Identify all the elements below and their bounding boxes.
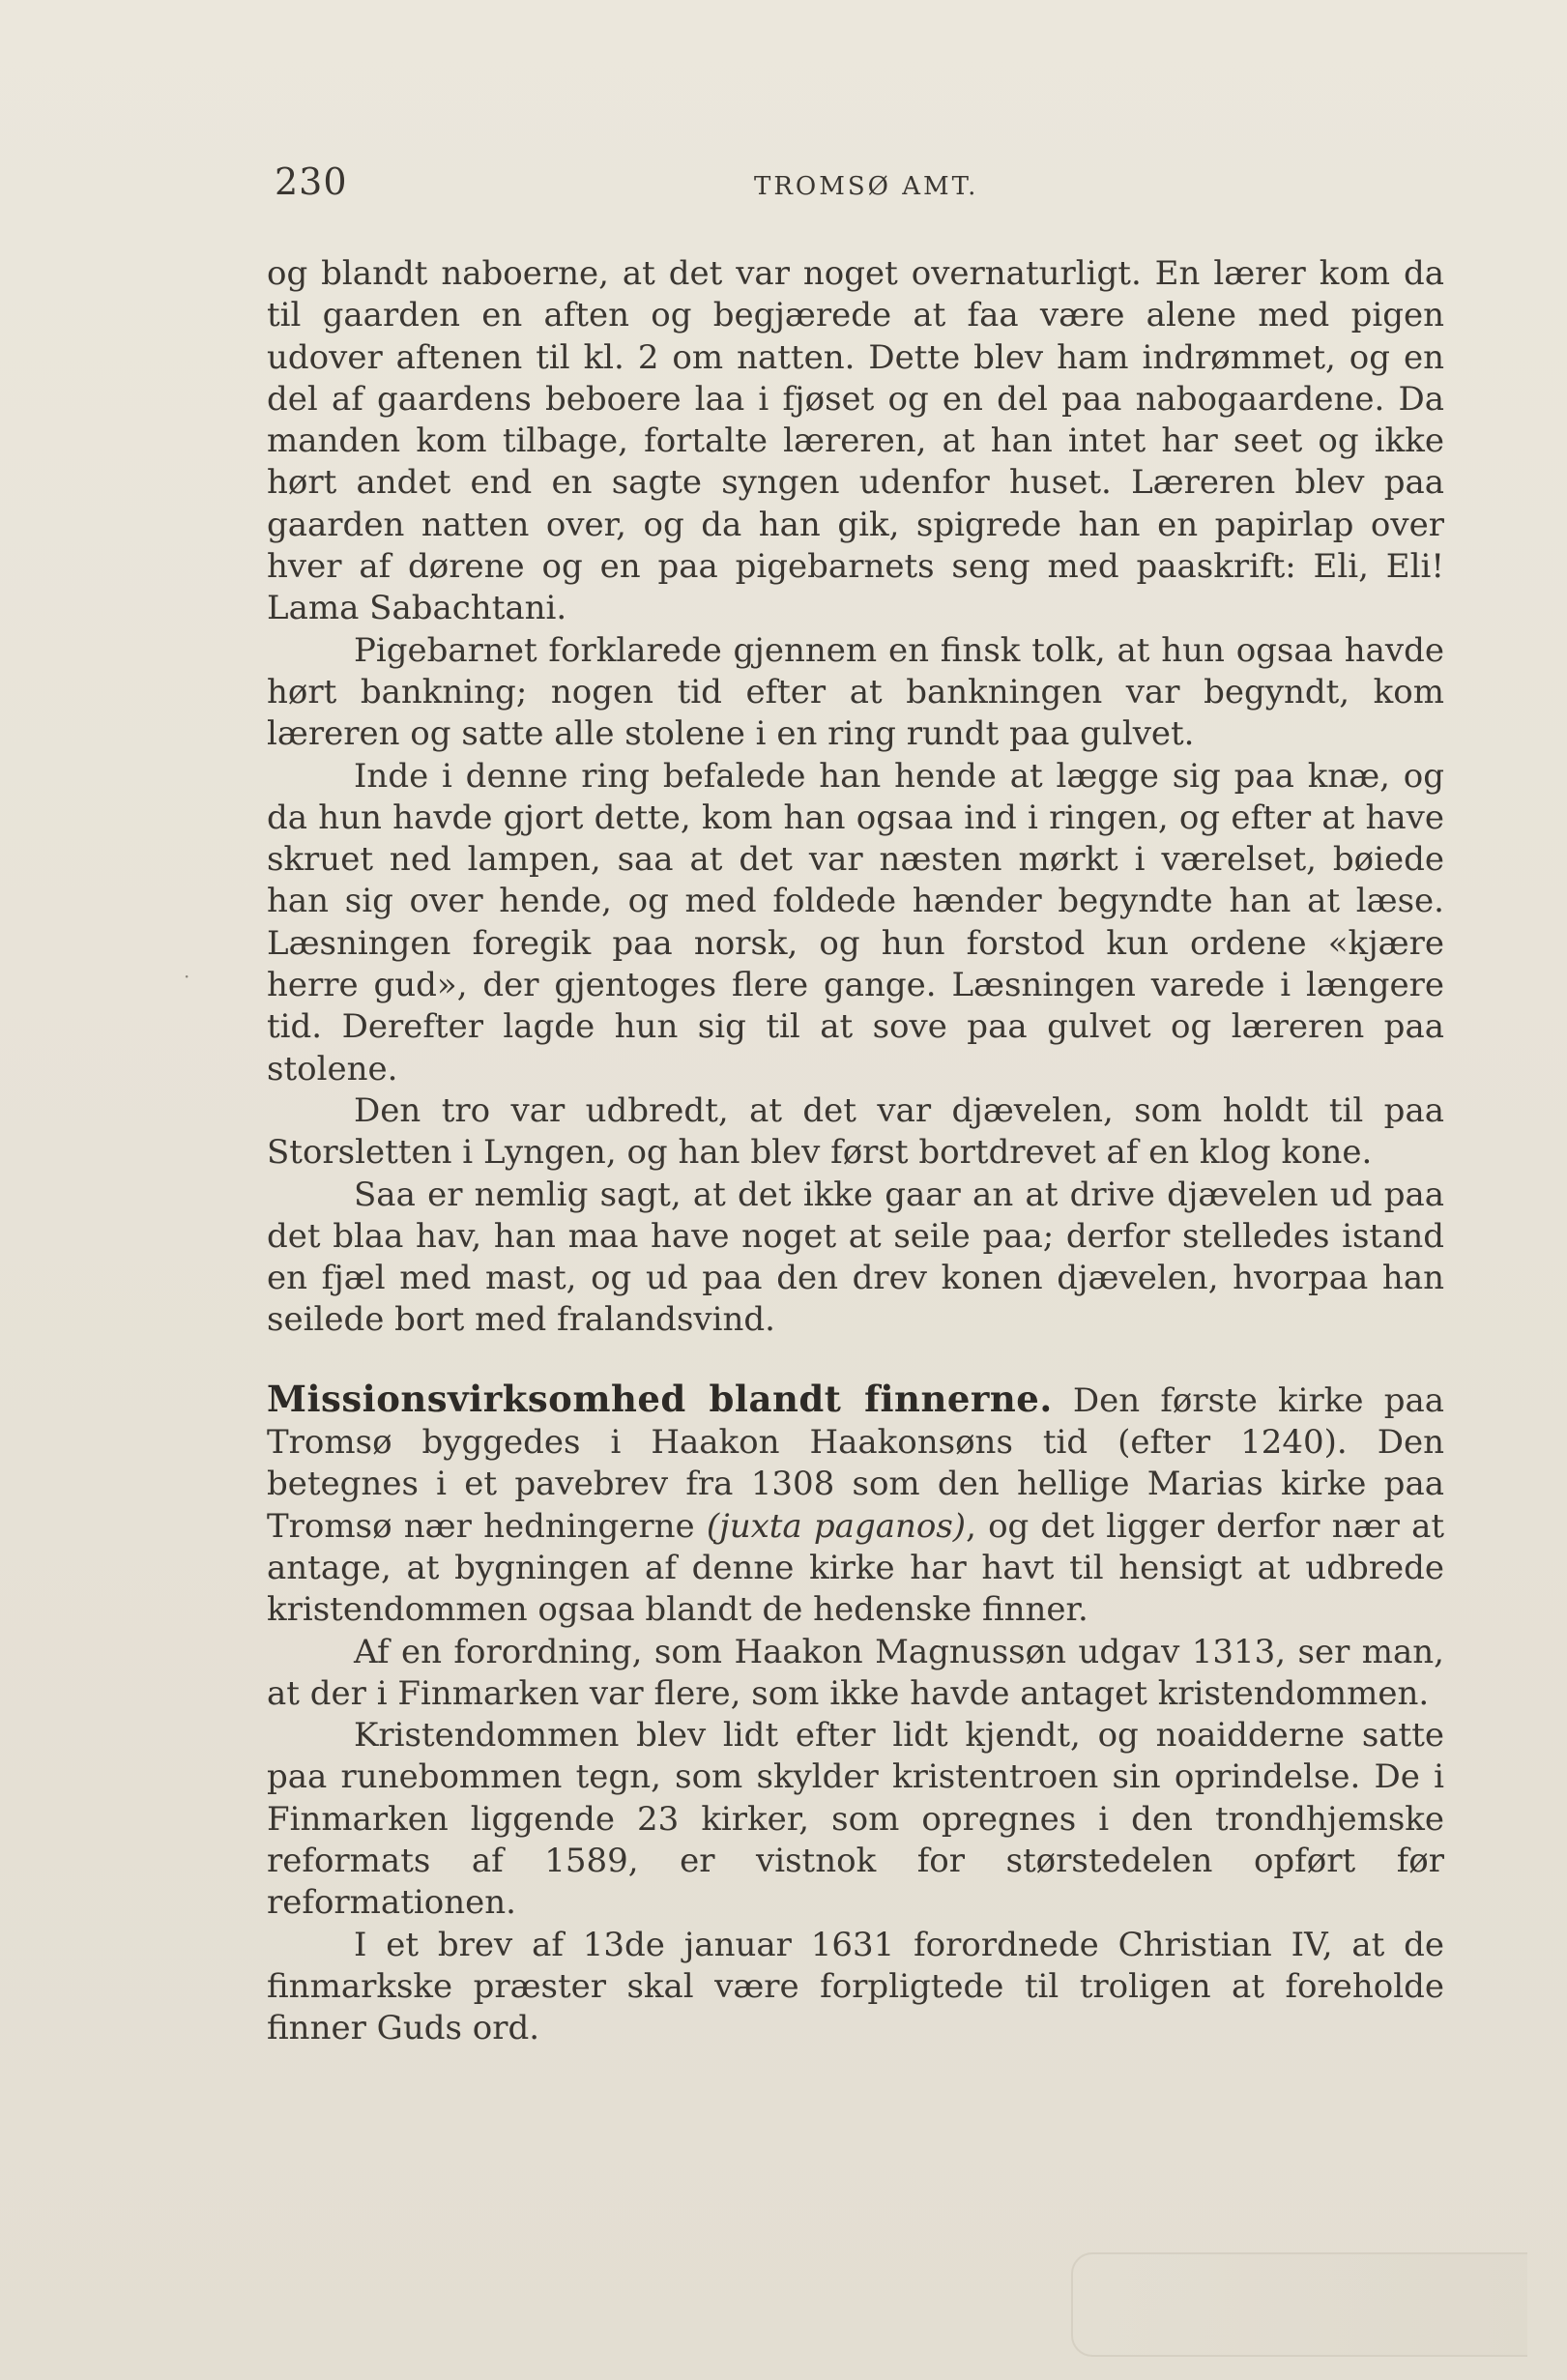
paragraph: Inde i denne ring befalede han hende at lægge sig paa knæ, og da hun havde gjort dette, kom han ogsaa ind i ringen, og efter at have skruet ned lampen, saa at det var næsten mørkt i værelset, bøiede han sig over hende, og med foldede hænder begyndte han at læse. Læsningen foregik paa norsk, og hun forstod kun ordene «kjære herre gud», der gjentoges flere gange. Læsningen varede i længere tid. Derefter lagde hun sig til at sove paa gulvet og læreren paa stolene. — [267, 756, 1444, 1088]
section-intro-text-continued: , og det ligger derfor nær at antage, at bygningen af denne kirke har havt til hensigt at udbrede kristendommen ogsaa blandt de hedenske finner. — [267, 1506, 1445, 1630]
paragraph: Den tro var udbredt, at det var djævelen, som holdt til paa Storsletten i Lyngen, og han blev først bortdrevet af en klog kone. — [267, 1090, 1444, 1173]
paper-corner-mark — [1071, 2252, 1527, 2357]
paragraph: Af en forordning, som Haakon Magnussøn udgav 1313, ser man, at der i Finmarken var flere, som ikke havde antaget kristendommen. — [267, 1632, 1444, 1713]
paragraph: Saa er nemlig sagt, at det ikke gaar an at drive djævelen ud paa det blaa hav, han maa have noget at seile paa; derfor stelledes istand en fjæl med mast, og ud paa den drev konen djævelen, hvorpaa han seilede bort med fralandsvind. — [267, 1175, 1444, 1340]
paragraph: Kristendommen blev lidt efter lidt kjendt, og noaidderne satte paa runebommen tegn, som skylder kristentroen sin oprindelse. De i Finmarken liggende 23 kirker, som opregnes i den trondhjemske reformats af 1589, er vistnok for størstedelen opført før reformationen. — [267, 1716, 1444, 1923]
margin-speck: · — [184, 965, 190, 988]
paragraph: I et brev af 13de januar 1631 forordnede Christian IV, at de finmarkske præster skal være forpligtede til troligen at foreholde finner Guds ord. — [267, 1925, 1444, 2048]
section-first-paragraph — [267, 1379, 1444, 1632]
section-heading: Missionsvirksomhed blandt finnerne. — [267, 1377, 1053, 1420]
latin-phrase: (juxta paganos) — [706, 1506, 967, 1546]
paragraph: Pigebarnet forklarede gjennem en finsk tolk, at hun ogsaa havde hørt bankning; nogen tid efter at bankningen var begyndt, kom læreren og satte alle stolene i en ring rundt paa gulvet. — [267, 630, 1444, 754]
running-head: TROMSØ AMT. — [754, 172, 979, 201]
page-number: 230 — [275, 160, 348, 203]
paragraph: og blandt naboerne, at det var noget overnaturligt. En lærer kom da til gaarden en aften og begjærede at faa være alene med pigen udover aftenen til kl. 2 om natten. Dette blev ham indrømmet, og en del af gaardens beboere laa i fjøset og en del paa nabogaardene. Da manden kom tilbage, fortalte læreren, at han intet har seet og ikke hørt andet end en sagte syngen udenfor huset. Læreren blev paa gaarden natten over, og da han gik, spigrede han en papirlap over hver af dørene og en paa pigebarnets seng med paaskrift: Eli, Eli! Lama Sabachtani. — [267, 254, 1444, 628]
body-text — [267, 253, 1444, 2049]
section-intro-text: Den første kirke paa Tromsø byggedes i Haakon Haakonsøns tid (efter 1240). Den betegnes i et pavebrev fra 1308 som den hellige Marias kirke paa Tromsø nær hedningerne — [267, 1380, 1444, 1546]
